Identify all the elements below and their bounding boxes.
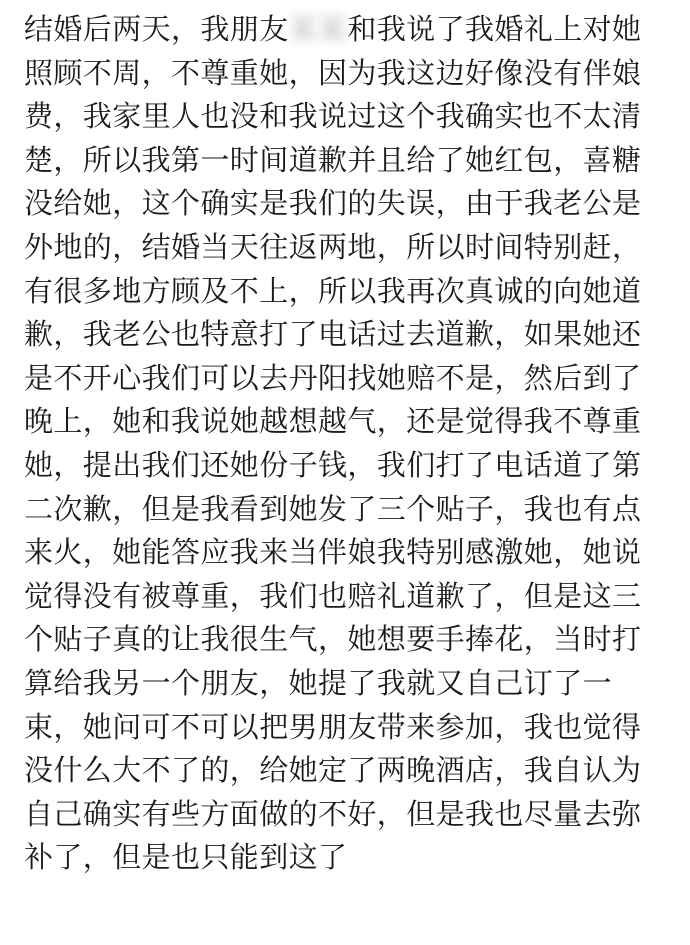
text-line-13: 来火，她能答应我来当伴娘我特别感激她，她说 xyxy=(24,535,642,570)
text-line-11: 她，提出我们还她份子钱，我们打了电话道了第 xyxy=(24,447,642,482)
text-line-5: 没给她，这个确实是我们的失误，由于我老公是 xyxy=(24,186,642,221)
text-line-18: 没什么大不了的，给她定了两晚酒店，我自认为 xyxy=(24,753,642,788)
text-line-17: 束，她问可不可以把男朋友带来参加，我也觉得 xyxy=(24,709,642,744)
text-line-20: 补了，但是也只能到这了 xyxy=(24,840,348,875)
text-line-1 xyxy=(24,8,674,52)
text-line-4: 楚，所以我第一时间道歉并且给了她红包，喜糖 xyxy=(24,142,642,177)
text-line-6: 外地的，结婚当天往返两地，所以时间特别赶， xyxy=(24,229,642,264)
text-line-7: 有很多地方顾及不上，所以我再次真诚的向她道 xyxy=(24,273,642,308)
text-line-1-tail: 和我说了我婚礼上对她 xyxy=(347,12,642,46)
text-line-3: 费，我家里人也没和我说过这个我确实也不太清 xyxy=(24,99,642,134)
post-body xyxy=(24,8,674,880)
text-line-10: 晚上，她和我说她越想越气，还是觉得我不尊重 xyxy=(24,404,642,439)
text-line-9: 是不开心我们可以去丹阳找她赔不是，然后到了 xyxy=(24,360,642,395)
redacted-name: 某某 xyxy=(288,12,348,46)
text-line-8: 歉，我老公也特意打了电话过去道歉，如果她还 xyxy=(24,317,642,352)
text-line-12: 二次歉，但是我看到她发了三个贴子，我也有点 xyxy=(24,491,642,526)
text-line-15: 个贴子真的让我很生气，她想要手捧花，当时打 xyxy=(24,622,642,657)
text-line-1-head: 结婚后两天，我朋友 xyxy=(24,12,289,46)
text-line-19: 自己确实有些方面做的不好，但是我也尽量去弥 xyxy=(24,796,642,831)
text-line-14: 觉得没有被尊重，我们也赔礼道歉了，但是这三 xyxy=(24,578,642,613)
text-line-16: 算给我另一个朋友，她提了我就又自己订了一 xyxy=(24,665,613,700)
text-line-2: 照顾不周，不尊重她，因为我这边好像没有伴娘 xyxy=(24,55,642,90)
